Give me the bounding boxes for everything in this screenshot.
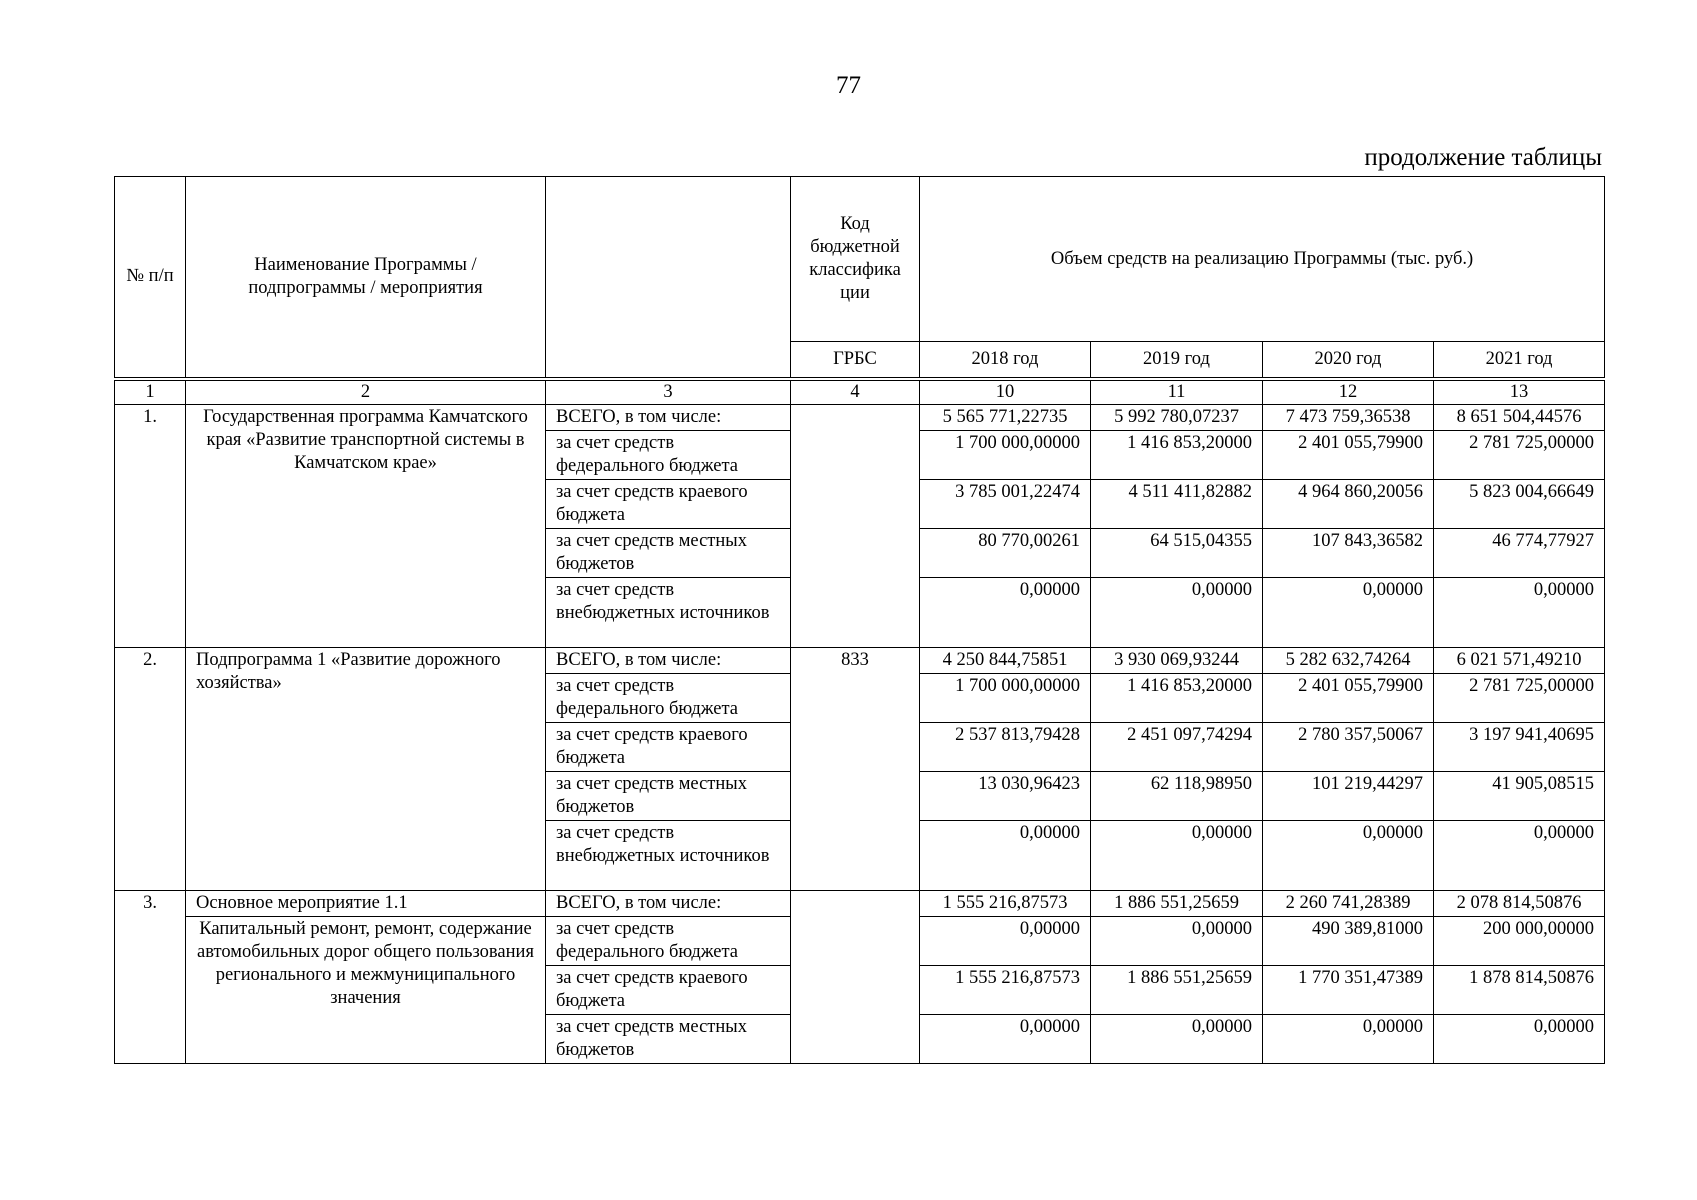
value-cell: 8 651 504,44576 xyxy=(1434,404,1605,430)
column-number: 10 xyxy=(920,379,1091,405)
column-number: 4 xyxy=(791,379,920,405)
value-cell: 1 416 853,20000 xyxy=(1091,673,1263,722)
value-cell: 62 118,98950 xyxy=(1091,771,1263,820)
continuation-label: продолжение таблицы xyxy=(1364,144,1602,171)
column-number: 13 xyxy=(1434,379,1605,405)
header-grbs: ГРБС xyxy=(791,342,920,379)
value-cell: 0,00000 xyxy=(920,577,1091,647)
value-cell: 490 389,81000 xyxy=(1263,916,1434,965)
value-cell: 2 260 741,28389 xyxy=(1263,890,1434,916)
header-name: Наименование Программы / подпрограммы / мероприятия xyxy=(186,177,546,379)
value-cell: 80 770,00261 xyxy=(920,528,1091,577)
value-cell: 1 770 351,47389 xyxy=(1263,965,1434,1014)
source-label: за счет средств местных бюджетов xyxy=(546,528,791,577)
row-name: Основное мероприятие 1.1 xyxy=(186,890,546,916)
header-volume: Объем средств на реализацию Программы (тыс. руб.) xyxy=(920,177,1605,342)
value-cell: 1 416 853,20000 xyxy=(1091,430,1263,479)
value-cell: 64 515,04355 xyxy=(1091,528,1263,577)
source-label: за счет средств краевого бюджета xyxy=(546,722,791,771)
column-number: 3 xyxy=(546,379,791,405)
source-label: ВСЕГО, в том числе: xyxy=(546,647,791,673)
row-grbs: 833 xyxy=(791,647,920,890)
source-label: за счет средств местных бюджетов xyxy=(546,1014,791,1063)
value-cell: 0,00000 xyxy=(1263,577,1434,647)
source-label: ВСЕГО, в том числе: xyxy=(546,890,791,916)
value-cell: 2 781 725,00000 xyxy=(1434,430,1605,479)
source-label: за счет средств федерального бюджета xyxy=(546,916,791,965)
header-blank xyxy=(546,177,791,379)
value-cell: 3 197 941,40695 xyxy=(1434,722,1605,771)
budget-table xyxy=(114,176,1605,1064)
header-year: 2018 год xyxy=(920,342,1091,379)
value-cell: 200 000,00000 xyxy=(1434,916,1605,965)
value-cell: 46 774,77927 xyxy=(1434,528,1605,577)
value-cell: 1 878 814,50876 xyxy=(1434,965,1605,1014)
row-number: 2. xyxy=(115,647,186,890)
row-name: Государственная программа Камчатского края «Развитие транспортной системы в Камчатском крае» xyxy=(186,404,546,647)
column-number: 2 xyxy=(186,379,546,405)
value-cell: 5 992 780,07237 xyxy=(1091,404,1263,430)
value-cell: 2 401 055,79900 xyxy=(1263,673,1434,722)
value-cell: 2 780 357,50067 xyxy=(1263,722,1434,771)
value-cell: 7 473 759,36538 xyxy=(1263,404,1434,430)
source-label: ВСЕГО, в том числе: xyxy=(546,404,791,430)
value-cell: 0,00000 xyxy=(1263,1014,1434,1063)
value-cell: 0,00000 xyxy=(920,1014,1091,1063)
row-number: 1. xyxy=(115,404,186,647)
source-label: за счет средств краевого бюджета xyxy=(546,479,791,528)
value-cell: 1 886 551,25659 xyxy=(1091,965,1263,1014)
source-label: за счет средств федерального бюджета xyxy=(546,673,791,722)
value-cell: 1 555 216,87573 xyxy=(920,965,1091,1014)
value-cell: 5 565 771,22735 xyxy=(920,404,1091,430)
source-label: за счет средств внебюджетных источников xyxy=(546,577,791,647)
value-cell: 4 511 411,82882 xyxy=(1091,479,1263,528)
table-row xyxy=(115,890,1605,916)
value-cell: 13 030,96423 xyxy=(920,771,1091,820)
value-cell: 4 250 844,75851 xyxy=(920,647,1091,673)
row-grbs xyxy=(791,890,920,1063)
value-cell: 1 555 216,87573 xyxy=(920,890,1091,916)
value-cell: 4 964 860,20056 xyxy=(1263,479,1434,528)
table-row xyxy=(115,647,1605,673)
column-number-row xyxy=(115,379,1605,405)
value-cell: 2 451 097,74294 xyxy=(1091,722,1263,771)
value-cell: 0,00000 xyxy=(1434,820,1605,890)
value-cell: 2 078 814,50876 xyxy=(1434,890,1605,916)
value-cell: 2 401 055,79900 xyxy=(1263,430,1434,479)
value-cell: 0,00000 xyxy=(1091,916,1263,965)
value-cell: 0,00000 xyxy=(1434,1014,1605,1063)
value-cell: 0,00000 xyxy=(920,820,1091,890)
table-row xyxy=(115,404,1605,430)
header-code: Код бюджетной классифика ции xyxy=(791,177,920,342)
value-cell: 0,00000 xyxy=(1091,577,1263,647)
value-cell: 0,00000 xyxy=(1263,820,1434,890)
column-number: 1 xyxy=(115,379,186,405)
column-number: 12 xyxy=(1263,379,1434,405)
header-num: № п/п xyxy=(115,177,186,379)
header-year: 2020 год xyxy=(1263,342,1434,379)
value-cell: 5 282 632,74264 xyxy=(1263,647,1434,673)
source-label: за счет средств местных бюджетов xyxy=(546,771,791,820)
value-cell: 0,00000 xyxy=(1091,1014,1263,1063)
row-name-detail: Капитальный ремонт, ремонт, содержание автомобильных дорог общего пользования регионального и межмуниципального значения xyxy=(186,916,546,1063)
value-cell: 101 219,44297 xyxy=(1263,771,1434,820)
row-grbs xyxy=(791,404,920,647)
source-label: за счет средств внебюджетных источников xyxy=(546,820,791,890)
source-label: за счет средств федерального бюджета xyxy=(546,430,791,479)
column-number: 11 xyxy=(1091,379,1263,405)
header-row xyxy=(115,177,1605,342)
value-cell: 0,00000 xyxy=(1434,577,1605,647)
header-year: 2019 год xyxy=(1091,342,1263,379)
header-year: 2021 год xyxy=(1434,342,1605,379)
value-cell: 5 823 004,66649 xyxy=(1434,479,1605,528)
value-cell: 3 785 001,22474 xyxy=(920,479,1091,528)
value-cell: 2 781 725,00000 xyxy=(1434,673,1605,722)
source-label: за счет средств краевого бюджета xyxy=(546,965,791,1014)
value-cell: 6 021 571,49210 xyxy=(1434,647,1605,673)
value-cell: 41 905,08515 xyxy=(1434,771,1605,820)
value-cell: 107 843,36582 xyxy=(1263,528,1434,577)
value-cell: 0,00000 xyxy=(1091,820,1263,890)
value-cell: 1 700 000,00000 xyxy=(920,430,1091,479)
value-cell: 0,00000 xyxy=(920,916,1091,965)
value-cell: 3 930 069,93244 xyxy=(1091,647,1263,673)
value-cell: 1 886 551,25659 xyxy=(1091,890,1263,916)
row-number: 3. xyxy=(115,890,186,1063)
row-name: Подпрограмма 1 «Развитие дорожного хозяйства» xyxy=(186,647,546,890)
value-cell: 2 537 813,79428 xyxy=(920,722,1091,771)
value-cell: 1 700 000,00000 xyxy=(920,673,1091,722)
page-number: 77 xyxy=(836,72,861,99)
